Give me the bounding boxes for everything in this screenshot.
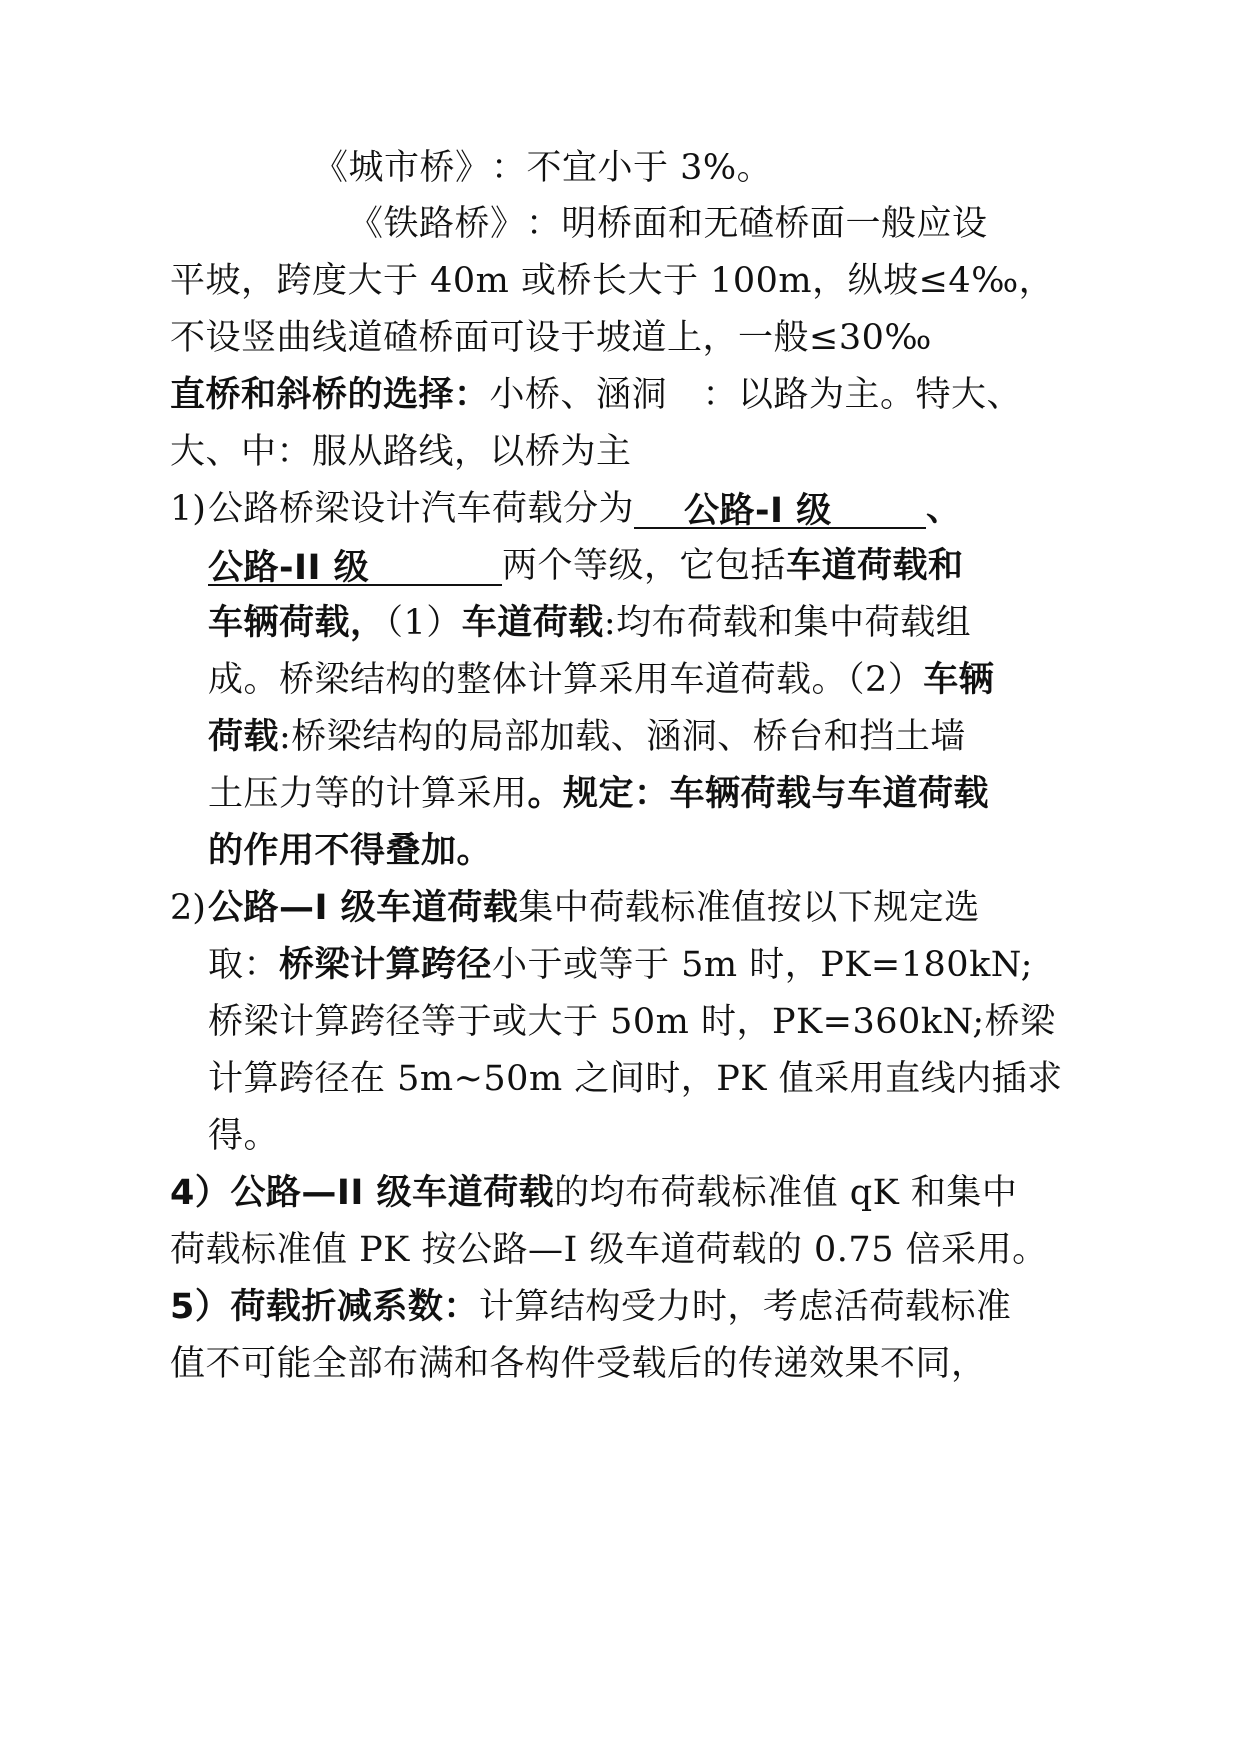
line-4: 不设竖曲线道碴桥面可设于坡道上，一般≤30‰ [170, 318, 932, 358]
straight-skew-heading: 直桥和斜桥的选择： [170, 375, 490, 415]
item1-bold2: 车辆荷载， [208, 603, 386, 643]
item2-number: 2) [170, 888, 206, 928]
item1-bold4: 车辆 [923, 660, 995, 700]
line-city-bridge [313, 148, 772, 188]
item1-line5 [208, 717, 966, 757]
item2-bold2: 桥梁计算跨径 [279, 945, 493, 985]
item4-line1 [170, 1173, 1017, 1213]
item1-text4: :均布荷载和集中荷载组 [603, 603, 972, 643]
city-bridge-title: 《城市桥》 [313, 148, 474, 188]
item2-text2: 取： [208, 945, 280, 985]
item4-line2: 荷载标准值 PK 按公路—I 级车道荷载的 0.75 倍采用。 [170, 1230, 1048, 1270]
item5-text1: 计算结构受力时，考虑活荷载标准 [478, 1287, 1012, 1327]
item1-text2: 两个等级，它包括 [502, 546, 787, 586]
line-6: 大、中：服从路线，以桥为主 [170, 432, 632, 472]
item2-text3: 小于或等于 5m 时，PK=180kN; [492, 945, 1033, 985]
item2-line2 [208, 945, 1033, 985]
item2-text1: 集中荷载标准值按以下规定选 [518, 888, 980, 928]
fill-blank-2-answer: 公路-II 级 [208, 548, 370, 588]
item1-line3 [208, 603, 971, 643]
item2-line5: 得。 [208, 1116, 280, 1156]
line-railway-bridge [348, 204, 988, 244]
item1-text3: （1） [385, 603, 462, 643]
line-3: 平坡，跨度大于 40m 或桥长大于 100m，纵坡≤4‰， [170, 261, 1055, 301]
item1-line2 [208, 546, 964, 586]
item1-bold5: 荷载 [208, 717, 280, 757]
item1-sep: 、 [926, 489, 962, 529]
item4-bold1: 4）公路—II 级车道荷载 [170, 1173, 555, 1213]
fill-blank-2 [208, 548, 502, 586]
item1-text6: :桥梁结构的局部加载、涵洞、桥台和挡土墙 [279, 717, 966, 757]
item5-line2: 值不可能全部布满和各构件受载后的传递效果不同， [170, 1344, 987, 1384]
item5-bold1: 5）荷载折减系数： [170, 1287, 479, 1327]
item1-text5: 成。桥梁结构的整体计算采用车道荷载。（2） [208, 660, 924, 700]
railway-bridge-title: 《铁路桥》 [348, 204, 509, 244]
item1-line1 [208, 489, 962, 529]
item1-text7: 土压力等的计算采用 [208, 774, 528, 814]
item5-line1 [170, 1287, 1011, 1327]
fill-blank-1 [634, 491, 926, 529]
railway-bridge-text: ：明桥面和无碴桥面一般应设 [526, 204, 988, 244]
item1-number: 1) [170, 489, 206, 529]
item1-text1: 公路桥梁设计汽车荷载分为 [208, 489, 635, 529]
item2-line1 [208, 888, 980, 928]
item1-bold3: 车道荷载 [461, 603, 604, 643]
item1-bold1: 车道荷载和 [786, 546, 964, 586]
fill-blank-1-answer: 公路-I 级 [684, 491, 832, 531]
item1-bold6: 。规定：车辆荷载与车道荷载 [527, 774, 990, 814]
item2-line3: 桥梁计算跨径等于或大于 50m 时，PK=360kN;桥梁 [208, 1002, 1056, 1042]
item4-text1: 的均布荷载标准值 qK 和集中 [554, 1173, 1018, 1213]
item1-line4 [208, 660, 994, 700]
line-straight-skew [170, 375, 1022, 415]
item2-bold1: 公路—I 级车道荷载 [208, 888, 519, 928]
city-bridge-text: ：不宜小于 3%。 [491, 148, 773, 188]
item1-line7: 的作用不得叠加。 [208, 831, 493, 871]
straight-skew-text: 小桥、涵洞 ：以路为主。特大、 [489, 375, 1023, 415]
item1-line6 [208, 774, 989, 814]
item2-line4: 计算跨径在 5m~50m 之间时，PK 值采用直线内插求 [208, 1059, 1063, 1099]
